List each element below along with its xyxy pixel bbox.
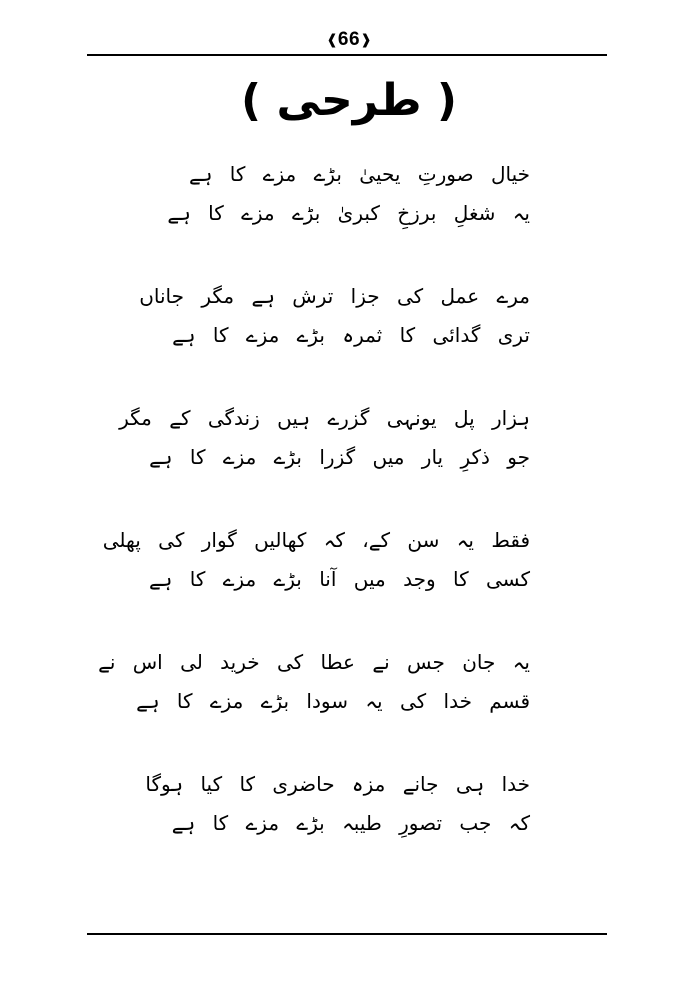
- stanza-3: [119, 399, 530, 521]
- verse-line: تری گدائی کا ثمرہ بڑے مزے کا ہے: [172, 323, 530, 347]
- verse-line: قسم خدا کی یہ سودا بڑے مزے کا ہے: [136, 689, 530, 713]
- top-divider: [87, 54, 607, 56]
- poem: [98, 155, 530, 887]
- verse-line: خدا ہی جانے مزہ حاضری کا کیا ہوگا: [145, 772, 530, 796]
- stanza-4: [102, 521, 530, 643]
- stanza-6: [145, 765, 530, 887]
- stanza-2: [139, 277, 530, 399]
- page-number: 66: [337, 29, 361, 50]
- verse-line: ہزار پل یونہی گزرے ہیں زندگی کے مگر: [119, 406, 530, 430]
- verse-line: خیال صورتِ یحییٰ بڑے مزے کا ہے: [189, 162, 530, 186]
- ornament-right-icon: ❱: [360, 32, 372, 48]
- verse-line: یہ شغلِ برزخِ کبریٰ بڑے مزے کا ہے: [167, 201, 530, 225]
- verse-line: جو ذکرِ یار میں گزرا بڑے مزے کا ہے: [149, 445, 530, 469]
- verse-line: کسی کا وجد میں آنا بڑے مزے کا ہے: [148, 567, 530, 591]
- verse-line: یہ جان جس نے عطا کی خرید لی اس نے: [98, 650, 530, 674]
- bottom-divider: [87, 933, 607, 935]
- ornament-left-icon: ❰: [326, 32, 338, 48]
- page-title: ( طرحی ): [241, 75, 457, 126]
- verse-line: مرے عمل کی جزا ترش ہے مگر جاناں: [139, 284, 530, 308]
- stanza-5: [98, 643, 530, 765]
- verse-line: کہ جب تصورِ طیبہ بڑے مزے کا ہے: [171, 811, 530, 835]
- verse-line: فقط یہ سن کے، کہ کھالیں گوار کی پھلی: [102, 528, 530, 552]
- stanza-1: [167, 155, 530, 277]
- page-number-header: [0, 26, 698, 54]
